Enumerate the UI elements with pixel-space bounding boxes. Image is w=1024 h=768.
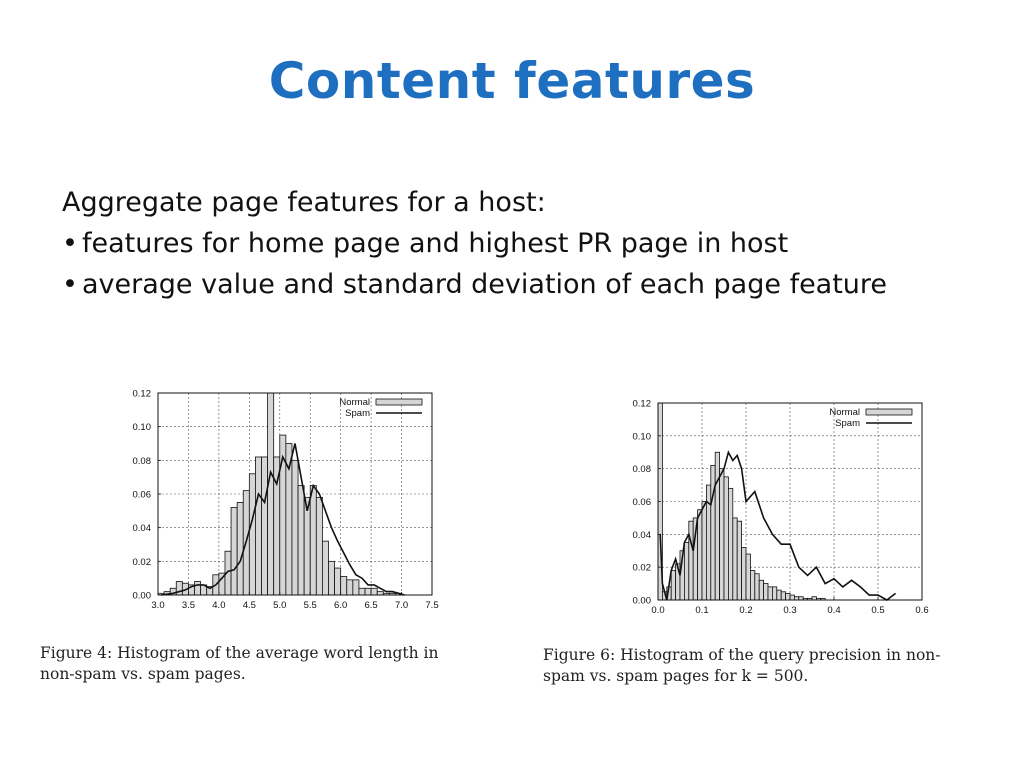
slide-body bbox=[62, 182, 887, 305]
histogram-bar bbox=[768, 587, 772, 600]
histogram-bar bbox=[328, 561, 334, 595]
histogram-bar bbox=[702, 502, 706, 601]
caption-line: Figure 4: Histogram of the average word length in bbox=[40, 644, 439, 662]
y-tick-label: 0.02 bbox=[132, 556, 151, 568]
histogram-bar bbox=[790, 595, 794, 600]
x-tick-label: 0.5 bbox=[871, 605, 885, 616]
legend-swatch-normal bbox=[376, 399, 422, 405]
histogram-bar bbox=[781, 592, 785, 600]
histogram-bar bbox=[759, 580, 763, 600]
query-precision-histogram bbox=[620, 392, 935, 617]
bullet-text-2: average value and standard deviation of each page feature bbox=[82, 269, 888, 300]
histogram-bar bbox=[249, 474, 255, 595]
x-tick-label: 0.3 bbox=[783, 605, 797, 616]
histogram-bar bbox=[341, 576, 347, 595]
caption-line: spam vs. spam pages for k = 500. bbox=[543, 667, 809, 685]
histogram-bar bbox=[724, 477, 728, 600]
histogram-bar bbox=[316, 497, 322, 595]
y-tick-label: 0.04 bbox=[632, 529, 651, 541]
histogram-bar bbox=[304, 497, 310, 595]
histogram-bar bbox=[268, 393, 274, 595]
histogram-bar bbox=[728, 488, 732, 600]
x-tick-label: 5.0 bbox=[273, 600, 287, 611]
caption-line: non-spam vs. spam pages. bbox=[40, 665, 246, 683]
bullet-item-1 bbox=[62, 223, 887, 264]
histogram-bar bbox=[755, 574, 759, 600]
x-tick-label: 0.1 bbox=[695, 605, 709, 616]
x-tick-label: 4.0 bbox=[212, 600, 226, 611]
bullet-icon: • bbox=[62, 269, 78, 300]
y-tick-label: 0.10 bbox=[632, 431, 651, 443]
histogram-bar bbox=[720, 469, 724, 600]
y-tick-label: 0.00 bbox=[632, 595, 651, 607]
x-tick-label: 3.0 bbox=[151, 600, 165, 611]
histogram-bar bbox=[322, 541, 328, 595]
histogram-bar bbox=[671, 570, 675, 600]
histogram-bar bbox=[353, 580, 359, 595]
histogram-bar bbox=[742, 547, 746, 600]
histogram-bar bbox=[750, 570, 754, 600]
histogram-bar bbox=[746, 554, 750, 600]
histogram-bar bbox=[786, 593, 790, 600]
caption-line: Figure 6: Histogram of the query precision in non- bbox=[543, 646, 941, 664]
y-tick-label: 0.08 bbox=[632, 464, 651, 476]
x-tick-label: 0.4 bbox=[827, 605, 841, 616]
histogram-bar bbox=[764, 584, 768, 600]
x-tick-label: 0.0 bbox=[651, 605, 665, 616]
y-tick-label: 0.12 bbox=[632, 398, 651, 410]
histogram-bar bbox=[772, 587, 776, 600]
histogram-bar bbox=[715, 452, 719, 600]
x-tick-label: 3.5 bbox=[181, 600, 196, 611]
histogram-bar bbox=[262, 457, 268, 595]
bullet-icon: • bbox=[62, 228, 78, 259]
x-tick-label: 4.5 bbox=[242, 600, 256, 611]
y-tick-label: 0.10 bbox=[132, 422, 151, 434]
x-tick-label: 5.5 bbox=[303, 600, 317, 611]
histogram-bar bbox=[292, 460, 298, 595]
x-tick-label: 6.0 bbox=[334, 600, 348, 611]
histogram-bar bbox=[310, 486, 316, 595]
histogram-bar bbox=[298, 486, 304, 595]
histogram-bar bbox=[335, 568, 341, 595]
legend-label-normal: Normal bbox=[339, 397, 370, 408]
y-tick-label: 0.04 bbox=[132, 523, 151, 535]
y-tick-label: 0.02 bbox=[632, 562, 651, 574]
bullet-text-1: features for home page and highest PR page in host bbox=[82, 228, 789, 259]
histogram-bar bbox=[737, 521, 741, 600]
body-line-intro: Aggregate page features for a host: bbox=[62, 187, 546, 218]
histogram-bar bbox=[359, 588, 365, 595]
histogram-bar bbox=[255, 457, 261, 595]
histogram-bar bbox=[777, 590, 781, 600]
histogram-bar bbox=[733, 518, 737, 600]
y-tick-label: 0.08 bbox=[132, 455, 151, 467]
bullet-item-2 bbox=[62, 264, 887, 305]
histogram-bar bbox=[365, 588, 371, 595]
figure-4-caption bbox=[40, 643, 438, 685]
legend-label-spam: Spam bbox=[345, 408, 370, 419]
histogram-bar bbox=[377, 592, 383, 595]
legend-label-spam: Spam bbox=[835, 418, 860, 429]
histogram-bar bbox=[347, 580, 353, 595]
x-tick-label: 0.2 bbox=[739, 605, 753, 616]
histogram-bar bbox=[698, 510, 702, 600]
histogram-bar bbox=[371, 588, 377, 595]
legend-label-normal: Normal bbox=[829, 407, 860, 418]
y-tick-label: 0.12 bbox=[132, 388, 151, 400]
slide-title: Content features bbox=[268, 52, 756, 110]
word-length-histogram bbox=[120, 382, 450, 617]
x-tick-label: 7.0 bbox=[394, 600, 409, 611]
legend-swatch-normal bbox=[866, 409, 912, 415]
histogram-bar bbox=[689, 521, 693, 600]
histogram-bar bbox=[231, 507, 237, 595]
histogram-bar bbox=[195, 582, 201, 595]
x-tick-label: 7.5 bbox=[425, 600, 439, 611]
x-tick-label: 6.5 bbox=[364, 600, 378, 611]
y-tick-label: 0.00 bbox=[132, 590, 151, 602]
y-tick-label: 0.06 bbox=[132, 489, 151, 501]
x-tick-label: 0.6 bbox=[915, 605, 929, 616]
figure-6-caption bbox=[543, 645, 941, 687]
histogram-bar bbox=[237, 502, 243, 595]
y-tick-label: 0.06 bbox=[632, 497, 651, 508]
histogram-bar bbox=[684, 543, 688, 600]
